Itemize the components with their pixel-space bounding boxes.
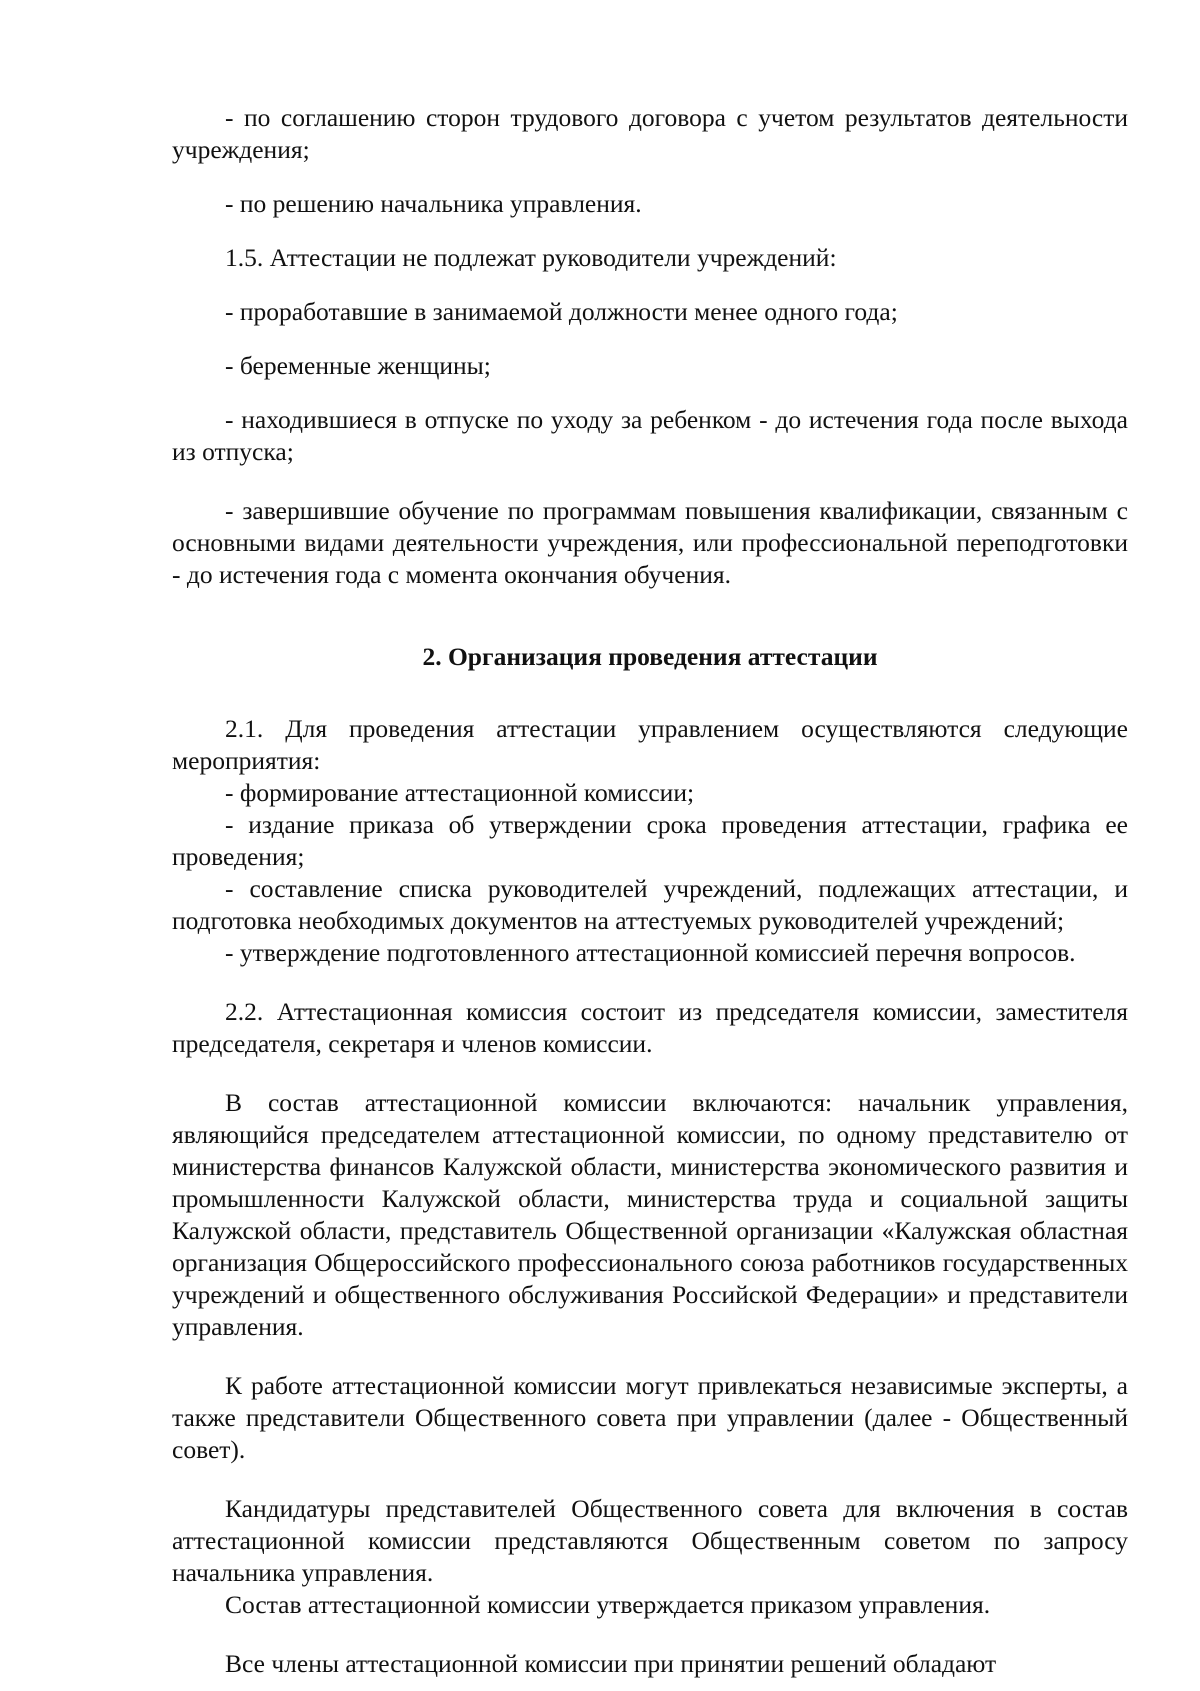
paragraph-parental-leave: - находившиеся в отпуске по уходу за ребенком - до истечения года после выхода из отпуска; xyxy=(172,405,1128,466)
list-item-commission: - формирование аттестационной комиссии; xyxy=(225,778,695,807)
list-item-questions: - утверждение подготовленного аттестационной комиссией перечня вопросов. xyxy=(225,938,1076,967)
paragraph-composition-approval: Состав аттестационной комиссии утверждается приказом управления. xyxy=(225,1590,991,1619)
paragraph-pregnant: - беременные женщины; xyxy=(225,351,491,380)
paragraph-1-5: 1.5. Аттестации не подлежат руководители учреждений: xyxy=(225,243,837,272)
paragraph-2-1: 2.1. Для проведения аттестации управлением осуществляются следующие мероприятия: xyxy=(172,714,1128,775)
document-text-block xyxy=(172,102,1128,1680)
paragraph-head-decision: - по решению начальника управления. xyxy=(225,189,642,218)
paragraph-training: - завершившие обучение по программам повышения квалификации, связанным с основными видами деятельности учреждения, или профессиональной переподготовки - до истечения года с момента окончания обучения. xyxy=(172,496,1128,589)
paragraph-experts: К работе аттестационной комиссии могут привлекаться независимые эксперты, а также представители Общественного совета при управлении (далее - Общественный совет). xyxy=(172,1371,1128,1464)
paragraph-candidates: Кандидатуры представителей Общественного совета для включения в состав аттестационной комиссии представляются Общественным советом по запросу начальника управления. xyxy=(172,1494,1128,1587)
list-item-order: - издание приказа об утверждении срока проведения аттестации, графика ее проведения; xyxy=(172,810,1128,871)
paragraph-less-than-year: - проработавшие в занимаемой должности менее одного года; xyxy=(225,297,898,326)
paragraph-members-rights: Все члены аттестационной комиссии при принятии решений обладают xyxy=(225,1649,997,1678)
paragraph-composition: В состав аттестационной комиссии включаются: начальник управления, являющийся председателем аттестационной комиссии, по одному представителю от министерства финансов Калужской области, министерства экономического развития и промышленности Калужской области, министерства труда и социальной защиты Калужской области, представитель Общественной организации «Калужская областная организация Общероссийского профессионального союза работников государственных учреждений и общественного обслуживания Российской Федерации» и представители управления. xyxy=(172,1088,1128,1341)
section-heading: 2. Организация проведения аттестации xyxy=(422,642,878,671)
paragraph-2-2: 2.2. Аттестационная комиссия состоит из председателя комиссии, заместителя председателя, секретаря и членов комиссии. xyxy=(172,997,1128,1058)
list-item-list: - составление списка руководителей учреждений, подлежащих аттестации, и подготовка необходимых документов на аттестуемых руководителей учреждений; xyxy=(172,874,1128,935)
paragraph-agreement: - по соглашению сторон трудового договора с учетом результатов деятельности учреждения; xyxy=(172,103,1128,164)
